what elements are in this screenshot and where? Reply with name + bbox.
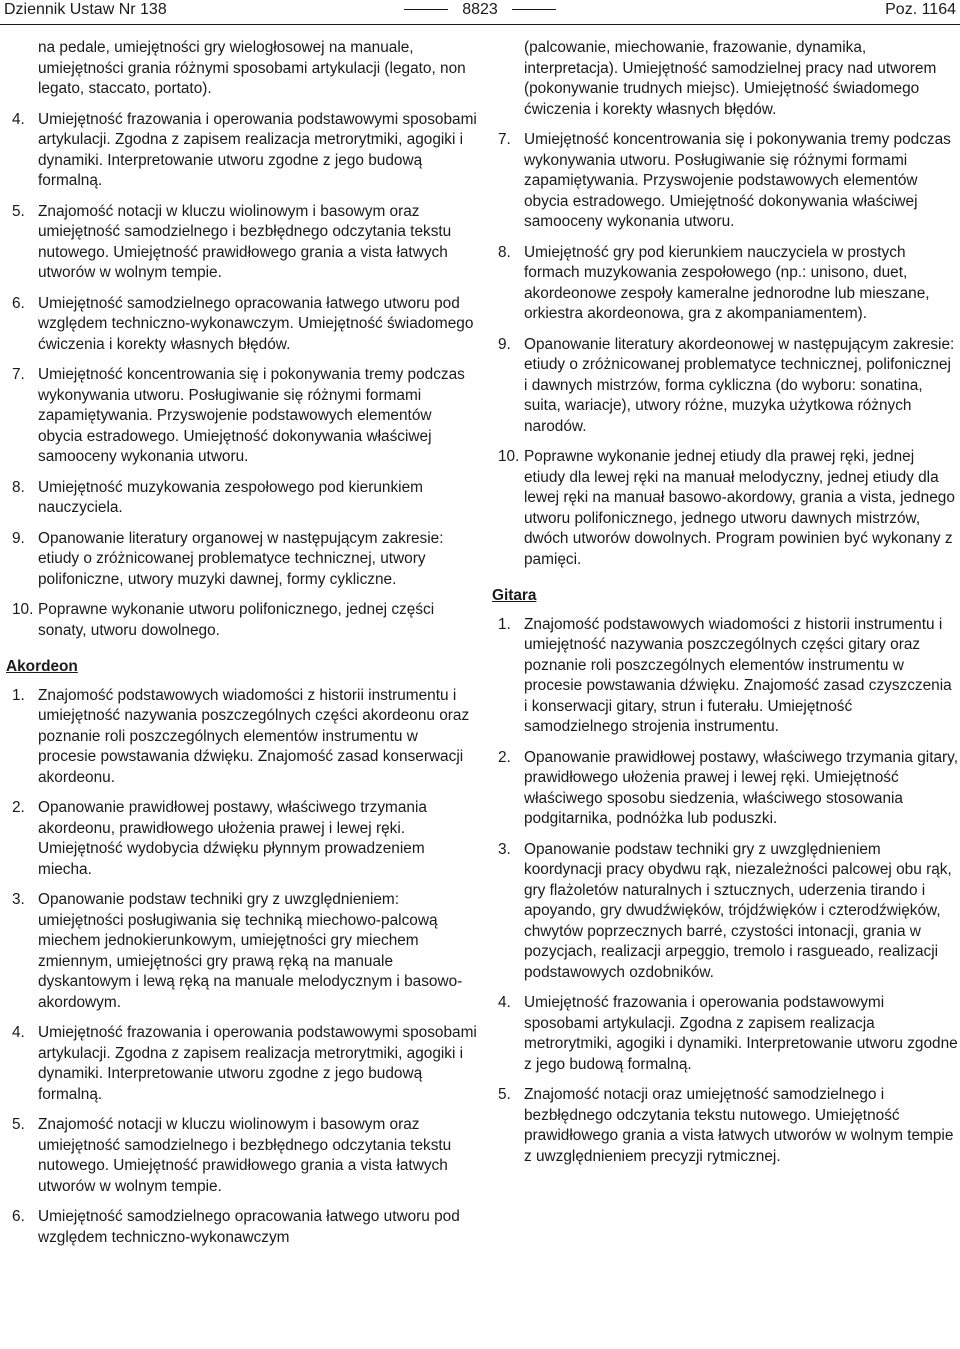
list-item (492, 447, 958, 570)
list-item (6, 110, 478, 192)
section-title-akordeon: Akordeon (6, 658, 78, 675)
item-number: 8. (12, 478, 25, 496)
position-number: Poz. 1164 (885, 1, 956, 18)
item-text: Opanowanie podstaw techniki gry z uwzględnieniem: umiejętności posługiwania się techniką miechowo-palcową miechem jednokierunkowym, umiejętności gry miechem zmiennym, umiejętności gry prawą ręką na manuale dyskantowym i lewą ręką na manuale melodycznym i basowo-akordowym. (38, 891, 463, 1011)
item-number: 1. (12, 686, 25, 704)
list-item (492, 1085, 958, 1167)
item-number: 5. (12, 202, 25, 220)
list-item (6, 202, 478, 284)
item-number: 7. (498, 131, 511, 148)
item-number: 4. (498, 994, 511, 1011)
list-item (492, 993, 958, 1075)
item-text: Poprawne wykonanie utworu polifonicznego, jednej części sonaty, utworu dowolnego. (38, 601, 435, 639)
item-number: 10. (12, 601, 34, 618)
item-text: Opanowanie prawidłowej postawy, właściwego trzymania akordeonu, prawidłowego ułożenia prawej i lewej ręki. Umiejętność wydobycia dźwięku płynnym prowadzeniem miecha. (38, 799, 427, 878)
item-number: 5. (12, 1116, 25, 1133)
right-intro: (palcowanie, miechowanie, frazowanie, dynamika, interpretacja). Umiejętność samodzielnej pracy nad utworem (pokonywanie trudnych miejsc). Umiejętność świadomego ćwiczenia i korekty własnych błędów. (524, 39, 937, 118)
dash-right (512, 9, 556, 10)
list-item (6, 1207, 478, 1248)
item-text: Poprawne wykonanie jednej etiudy dla prawej ręki, jednej etiudy dla lewej ręki na manuał melodyczny, jednej etiudy dla lewej ręki na manuał basowo-akordowy, grania a vista, jednego utworu polifonicznego, jednego utworu dawnych mistrzów, dwóch utworów dowolnych. Program powinien być wykonany z pamięci. (524, 448, 955, 568)
item-text: Umiejętność koncentrowania się i pokonywania tremy podczas wykonywania utworu. Posługiwanie się różnymi formami zapamiętywania. Przyswojenie podstawowych elementów obycia estradowego. Umiejętność dokonywania właściwej samooceny wykonania utworu. (524, 131, 951, 230)
list-item (492, 335, 958, 438)
item-text: Umiejętność koncentrowania się i pokonywania tremy podczas wykonywania utworu. Posługiwanie się różnymi formami zapamiętywania. Przyswojenie podstawowych elementów obycia estradowego. Umiejętność dokonywania właściwej samooceny wykonania utworu. (38, 366, 465, 465)
list-item (6, 1023, 478, 1105)
item-number: 4. (12, 110, 25, 128)
list-item (492, 243, 958, 325)
page-header (0, 0, 960, 22)
item-number: 8. (498, 243, 511, 261)
item-number: 7. (12, 366, 25, 383)
item-number: 1. (498, 615, 511, 633)
item-number: 9. (12, 529, 25, 547)
left-intro: na pedale, umiejętności gry wielogłosowej na manuale, umiejętności grania różnymi sposobami artykulacji (legato, non legato, staccato, portato). (38, 39, 466, 97)
item-text: Znajomość notacji w kluczu wiolinowym i basowym oraz umiejętność samodzielnego i bezbłędnego odczytania tekstu nutowego. Umiejętność prawidłowego grania a vista łatwych utworów w wolnym tempie. (38, 1116, 452, 1195)
list-item (6, 1115, 478, 1197)
item-text: Opanowanie literatury akordeonowej w następującym zakresie: etiudy o zróżnicowanej problematyce technicznej, polifonicznej i dawnych mistrzów, forma cykliczna (do wyboru: sonatina, suita, wariacje), utwory różne, muzyka użytkowa różnych narodów. (524, 335, 955, 435)
item-text: Umiejętność frazowania i operowania podstawowymi sposobami artykulacji. Zgodna z zapisem realizacja metrorytmiki, agogiki i dynamiki. Interpretowanie utworu zgodne z jego budową formalną. (524, 994, 958, 1073)
item-text: Znajomość podstawowych wiadomości z historii instrumentu i umiejętność nazywania poszczególnych części akordeonu oraz poznanie roli poszczególnych elementów instrumentu w procesie powstawania dźwięku. Znajomość zasad konserwacji akordeonu. (38, 686, 470, 786)
item-number: 6. (12, 1208, 25, 1225)
item-number: 2. (12, 799, 25, 816)
item-text: Opanowanie podstaw techniki gry z uwzględnieniem koordynacji pracy obydwu rąk, niezależności palcowej obu rąk, gry flażoletów naturalnych i sztucznych, uderzenia tirando i apoyando, gry dwudźwięków, trójdźwięków i czterodźwięków, chwytów poprzecznych barré, czystości intonacji, grania w pozycjach, realizacji arpeggio, tremolo i rasgueado, realizacji podstawowych ozdobników. (524, 840, 952, 981)
item-number: 5. (498, 1086, 511, 1103)
list-item (492, 840, 958, 984)
list-item (6, 890, 478, 1013)
page-number-wrap (0, 0, 960, 20)
list-item (6, 529, 478, 591)
dash-left (404, 9, 448, 10)
item-text: Umiejętność muzykowania zespołowego pod kierunkiem nauczyciela. (38, 478, 423, 516)
list-item (492, 130, 958, 233)
item-number: 9. (498, 335, 511, 353)
item-text: Opanowanie prawidłowej postawy, właściwego trzymania gitary, prawidłowego ułożenia prawej i lewej ręki. Umiejętność właściwego sposobu siedzenia, właściwego stosowania podgitarnika, podnóżka lub poduszki. (524, 748, 958, 827)
list-item (6, 798, 478, 880)
page-number: 8823 (462, 1, 498, 18)
list-item (6, 478, 478, 519)
item-number: 6. (12, 294, 25, 312)
item-number: 3. (498, 840, 511, 858)
left-column (6, 38, 478, 1258)
list-item (6, 686, 478, 789)
item-text: Umiejętność frazowania i operowania podstawowymi sposobami artykulacji. Zgodna z zapisem realizacja metrorytmiki, agogiki i dynamiki. Interpretowanie utworu zgodne z jego budową formalną. (38, 1024, 477, 1103)
list-item (492, 615, 958, 738)
item-text: Umiejętność samodzielnego opracowania łatwego utworu pod względem techniczno-wykonawczym. Umiejętność świadomego ćwiczenia i korekty własnych błędów. (38, 294, 474, 353)
item-number: 4. (12, 1024, 25, 1041)
list-item (6, 365, 478, 468)
item-number: 2. (498, 748, 511, 766)
item-number: 3. (12, 891, 25, 908)
header-rule (0, 24, 960, 25)
list-item (6, 600, 478, 641)
right-column (492, 38, 958, 1177)
item-text: Znajomość notacji oraz umiejętność samodzielnego i bezbłędnego odczytania tekstu nutowego. Umiejętność prawidłowego grania a vista łatwych utworów w wolnym tempie z uwzględnieniem precyzji rytmicznej. (524, 1086, 954, 1165)
item-text: Umiejętność gry pod kierunkiem nauczyciela w prostych formach muzykowania zespołowego (np.: unisono, duet, akordeonowe zespoły kameralne jednorodne lub mieszane, orkiestra akordeonowa, gra z akompaniamentem). (524, 243, 930, 322)
item-text: Umiejętność samodzielnego opracowania łatwego utworu pod względem techniczno-wykonawczym (38, 1208, 460, 1246)
list-item (6, 294, 478, 356)
item-text: Umiejętność frazowania i operowania podstawowymi sposobami artykulacji. Zgodna z zapisem realizacja metrorytmiki, agogiki i dynamiki. Interpretowanie utworu zgodne z jego budową formalną. (38, 110, 477, 189)
list-item (492, 748, 958, 830)
journal-title: Dziennik Ustaw Nr 138 (4, 1, 167, 18)
item-text: Opanowanie literatury organowej w następującym zakresie: etiudy o zróżnicowanej problematyce technicznej, utwory polifoniczne, utwory muzyki dawnej, formy cykliczne. (38, 529, 444, 588)
item-number: 10. (498, 448, 520, 465)
section-title-gitara: Gitara (492, 587, 537, 604)
item-text: Znajomość podstawowych wiadomości z historii instrumentu i umiejętność nazywania poszczególnych części gitary oraz poznanie roli poszczególnych elementów instrumentu w procesie powstawania dźwięku. Znajomość zasad czyszczenia i konserwacji gitary, strun i futerału. Umiejętność samodzielnego strojenia instrumentu. (524, 615, 952, 735)
item-text: Znajomość notacji w kluczu wiolinowym i basowym oraz umiejętność samodzielnego i bezbłędnego odczytania tekstu nutowego. Umiejętność prawidłowego grania a vista łatwych utworów w wolnym tempie. (38, 202, 452, 281)
